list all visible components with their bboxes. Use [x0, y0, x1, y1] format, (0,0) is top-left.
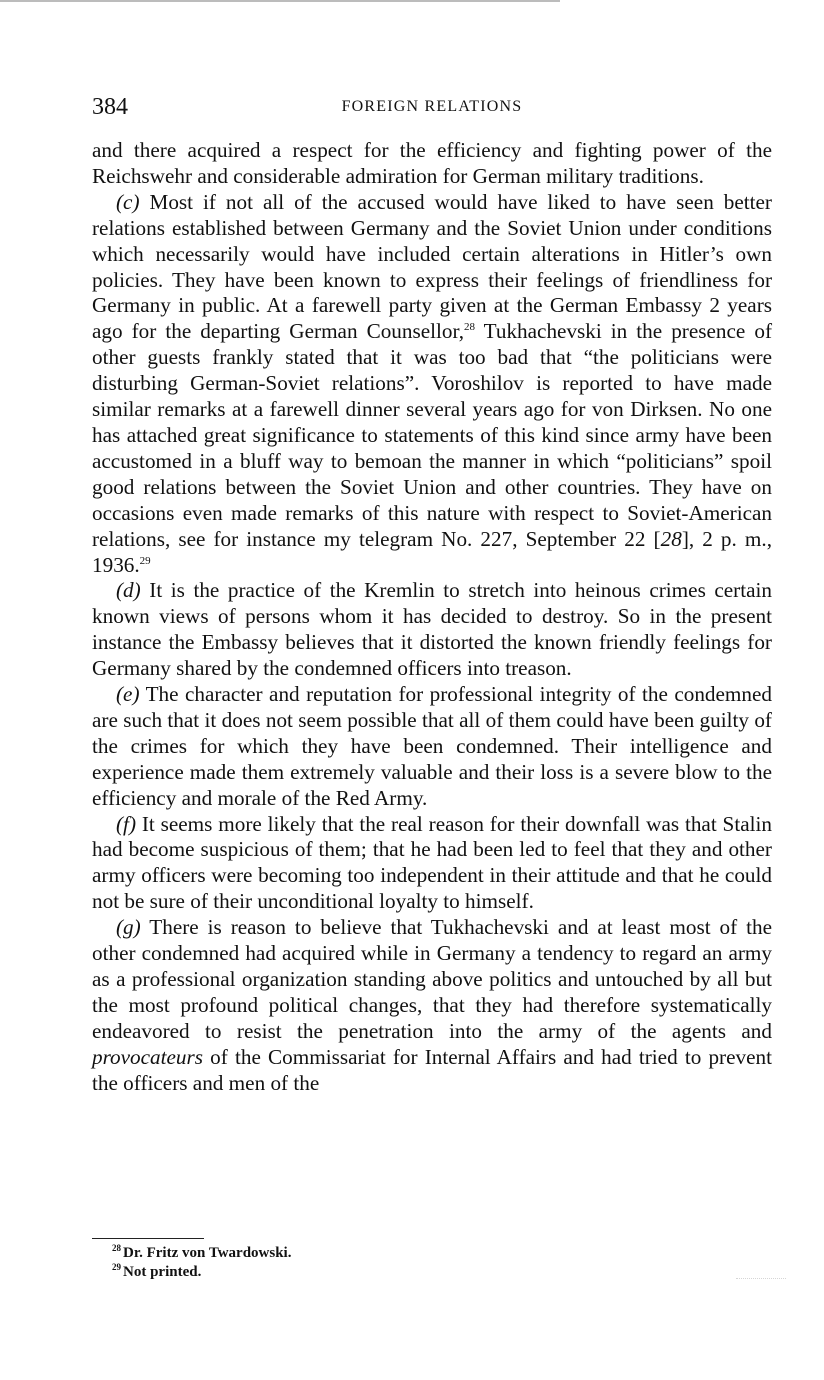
paragraph-text: Most if not all of the accused would have liked to have seen better relations established between Germany and the Soviet Union under conditions which necessarily would have included certain alterations in Hitler’s own policies. They have been known to express their feelings of friendliness for Germany in public. At a farewell party given at the German Embassy 2 years ago for the departing German Counsellor, [92, 189, 772, 344]
paragraph-label: (f) [116, 811, 136, 836]
paragraph-text: and there acquired a respect for the efficiency and fighting power of the Reichswehr and considerable admiration for German military traditions. [92, 138, 772, 188]
paragraph-continuation [92, 138, 772, 190]
paragraph-text: ], 2 p. m., 1936. [92, 526, 772, 577]
footnote-rule [92, 1238, 204, 1239]
paragraph-label: (e) [116, 682, 140, 707]
footnote-reference-28: 28 [464, 321, 476, 334]
paragraph-f [92, 812, 772, 916]
page-header [92, 92, 772, 122]
footnote-mark: 29 [112, 1262, 121, 1272]
paragraph-text: The character and reputation for professional integrity of the condemned are such that it does not seem possible that all of them could have been guilty of the crimes for which they have been condemned. Their intelligence and experience made them extremely valuable and their loss is a severe blow to the efficiency and morale of the Red Army. [92, 682, 772, 810]
footnote-reference-29: 29 [139, 554, 151, 567]
paragraph-text: There is reason to believe that Tukhachevski and at least most of the other condemned had acquired while in Germany a tendency to regard an army as a professional organization standing above politics and untouched by all but the most profound political changes, that they had therefore systematically endeavored to resist the penetration into the army of the agents and [92, 915, 772, 1043]
paragraph-text: Tukhachevski in the presence of other guests frankly stated that it was too bad that “the politicians were disturbing German-Soviet relations”. Voroshilov is reported to have made similar remarks at a farewell dinner several years ago for von Dirksen. No one has attached great significance to statements of this kind since army have been accustomed in a bluff way to bemoan the manner in which “politicians” spoil good relations between the Soviet Union and other countries. They have on occasions even made remarks of this nature with respect to Soviet-American relations, see for instance my telegram No. 227, September 22 [ [92, 319, 772, 551]
footnotes [112, 1244, 772, 1282]
footnote-text: Dr. Fritz von Twardowski. [123, 1245, 292, 1261]
footnote-text: Not printed. [123, 1264, 202, 1280]
body-text [92, 138, 772, 1097]
scan-artifact [736, 1278, 786, 1280]
paragraph-d [92, 578, 772, 682]
paragraph-text: of the Commissariat for Internal Affairs and had tried to prevent the officers and men of the [92, 1044, 772, 1095]
italic-term: provocateurs [92, 1044, 204, 1069]
paragraph-label: (d) [116, 578, 141, 603]
paragraph-e [92, 682, 772, 812]
footnote-mark: 28 [112, 1243, 121, 1253]
running-head: FOREIGN RELATIONS [341, 98, 523, 115]
paragraph-label: (g) [116, 915, 141, 940]
paragraph-label: (c) [116, 189, 140, 214]
paragraph-text: It seems more likely that the real reason for their downfall was that Stalin had become suspicious of them; that he had been led to feel that they and other army officers were becoming too independent in their attitude and that he could not be sure of their unconditional loyalty to himself. [92, 811, 772, 914]
footnote-29 [112, 1263, 772, 1282]
scan-top-rule [0, 0, 560, 2]
bracketed-date: 28 [660, 526, 682, 551]
paragraph-c [92, 190, 772, 579]
page-number: 384 [92, 94, 128, 120]
paragraph-g [92, 915, 772, 1096]
paragraph-text: It is the practice of the Kremlin to stretch into heinous crimes certain known views of persons whom it has decided to destroy. So in the present instance the Embassy believes that it distorted the known friendly feelings for Germany shared by the condemned officers into treason. [92, 578, 772, 681]
footnote-28 [112, 1244, 772, 1263]
